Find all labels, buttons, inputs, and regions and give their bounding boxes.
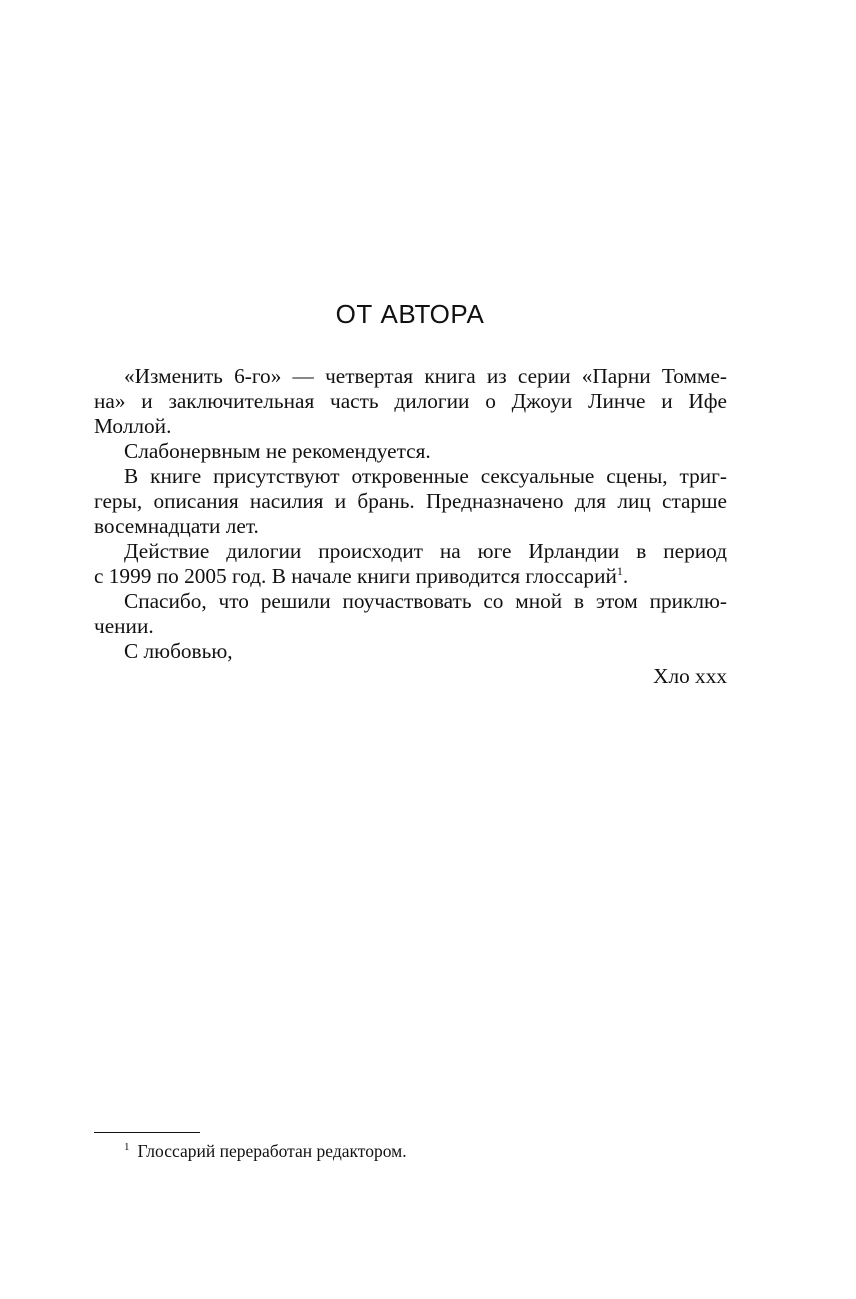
text-line: В книге присутствуют откровенные сексуальные сцены, триг- <box>124 464 727 488</box>
text-segment: с 1999 по 2005 год. В начале книги приводится глоссарий <box>94 564 617 588</box>
text-line: Спасибо, что решили поучаствовать со мной в этом приклю- <box>124 589 727 613</box>
author-note-body <box>94 364 727 689</box>
text-line: «Изменить 6-го» — четвертая книга из серии «Парни Томме- <box>124 364 727 388</box>
text-line: Слабонервным не рекомендуется. <box>124 439 431 463</box>
text-line-with-footnote <box>94 564 727 589</box>
footnote-text: Глоссарий переработан редактором. <box>137 1141 407 1161</box>
text-line: С любовью, <box>124 639 233 663</box>
text-line: чении. <box>94 614 154 638</box>
text-segment: . <box>622 564 629 588</box>
footnote <box>124 1140 407 1162</box>
text-line: восемнадцати лет. <box>94 514 259 538</box>
signature: Хло ххх <box>653 664 727 688</box>
text-line: Моллой. <box>94 414 172 438</box>
footnote-divider <box>94 1132 200 1133</box>
text-line: геры, описания насилия и брань. Предназначено для лиц старше <box>94 489 727 513</box>
text-line: на» и заключительная часть дилогии о Джоуи Линче и Ифе <box>94 389 727 413</box>
text-line: Действие дилогии происходит на юге Ирландии в период <box>124 539 727 563</box>
footnote-number: 1 <box>124 1141 130 1154</box>
footnote-reference: 1 <box>616 563 623 578</box>
page-heading: ОТ АВТОРА <box>335 299 485 329</box>
